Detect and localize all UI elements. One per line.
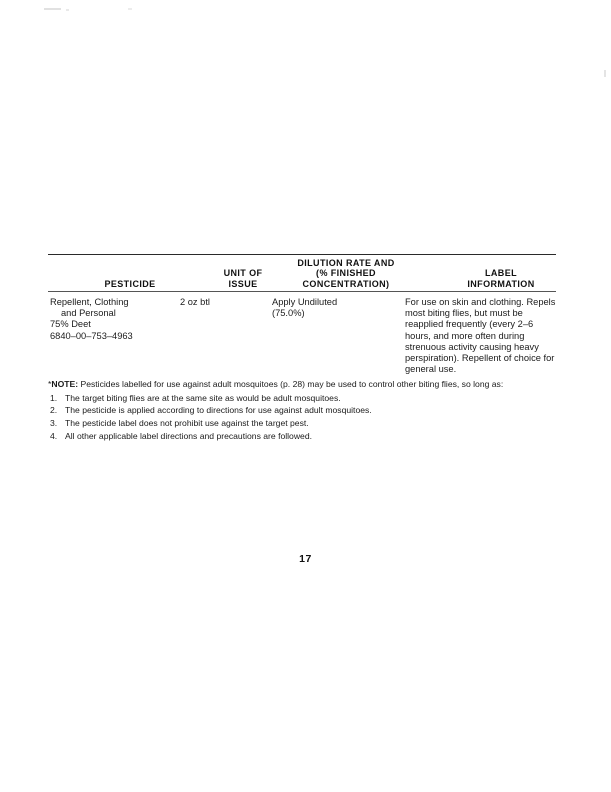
table-row (48, 292, 556, 373)
scan-artifact-icon (44, 8, 61, 10)
list-item (48, 417, 578, 430)
pesticide-name-line2: and Personal (61, 308, 116, 319)
list-item (48, 404, 578, 417)
scan-artifact-icon (128, 8, 132, 10)
list-item-text: The pesticide is applied according to directions for use against adult mosquitoes. (65, 405, 372, 416)
list-item (48, 392, 578, 405)
note-section (48, 378, 578, 443)
column-header-pesticide: PESTICIDE (104, 278, 156, 289)
list-item-number: 3. (50, 418, 58, 429)
pesticide-table (48, 254, 556, 373)
list-item-text: The target biting flies are at the same site as would be adult mosquitoes. (65, 392, 341, 403)
table-header-row (48, 255, 556, 291)
list-item-text: The pesticide label does not prohibit use against the target pest. (65, 418, 309, 429)
list-item-number: 2. (50, 405, 58, 416)
note-asterisk: * (48, 379, 52, 389)
scan-artifact-icon (66, 9, 69, 11)
cell-unit-of-issue: 2 oz btl (180, 297, 210, 307)
list-item (48, 430, 578, 443)
note-label: NOTE: (51, 379, 79, 389)
cell-label-information: For use on skin and clothing. Repels most biting flies, but must be reapplied frequently (every 2–6 hours, and more often during strenuous activity causing heavy perspiration). Repellent of choice for general use. (405, 297, 556, 375)
pesticide-nsn: 6840–00–753–4963 (50, 330, 133, 341)
note-list (48, 392, 578, 443)
cell-dilution-rate (272, 297, 422, 319)
scan-artifact-icon (604, 70, 606, 77)
dilution-percentage: (75.0%) (272, 308, 305, 319)
pesticide-concentration: 75% Deet (50, 319, 91, 330)
page-number: 17 (299, 553, 312, 565)
list-item-number: 4. (50, 430, 58, 441)
column-header-dilution-rate: DILUTION RATE AND (% FINISHED CONCENTRATION) (297, 257, 395, 289)
pesticide-name-line1: Repellent, Clothing (50, 297, 129, 307)
note-lead-text: Pesticides labelled for use against adult mosquitoes (p. 28) may be used to control other biting flies, so long as: (78, 379, 504, 389)
cell-pesticide (50, 297, 200, 342)
note-lead-line (48, 378, 578, 391)
column-header-label-information: LABEL INFORMATION (467, 268, 535, 289)
list-item-text: All other applicable label directions and precautions are followed. (65, 430, 312, 441)
column-header-unit-of-issue: UNIT OF ISSUE (223, 268, 263, 289)
list-item-number: 1. (50, 392, 58, 403)
dilution-instruction: Apply Undiluted (272, 297, 338, 307)
